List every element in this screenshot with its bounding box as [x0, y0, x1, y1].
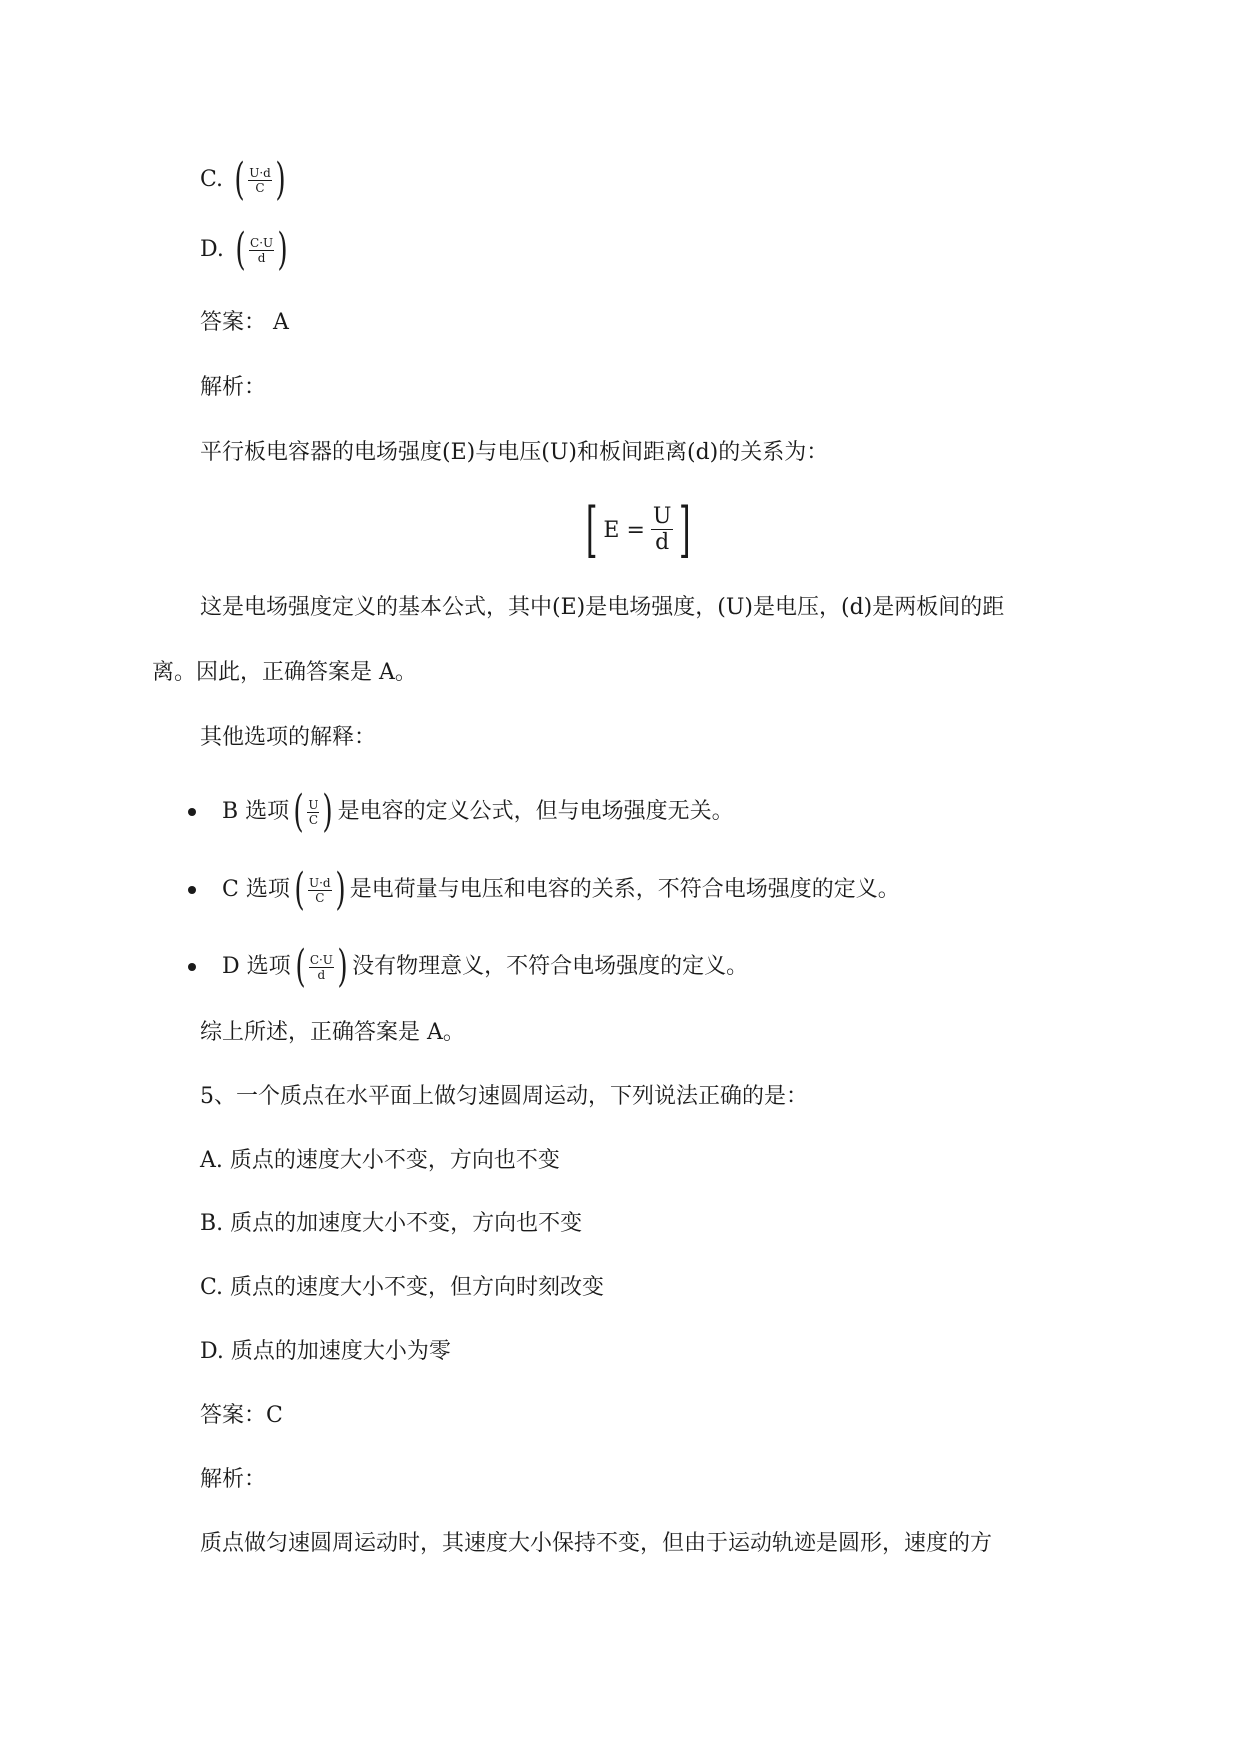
answer-line: 答案： A — [200, 310, 289, 335]
option-b: B. 质点的加速度大小不变，方向也不变 — [200, 1211, 583, 1236]
summary: 综上所述，正确答案是 A。 — [200, 1020, 465, 1045]
paragraph: 平行板电容器的电场强度(E)与电压(U)和板间距离(d)的关系为： — [200, 440, 829, 465]
fraction: ( $\frac{U\cdot d}{C}$ ) — [234, 154, 286, 205]
fraction: ( $\frac{C\cdot U}{d}$ ) — [235, 224, 288, 275]
option-c: C. ( $\frac{U\cdot d}{C}$ ) — [200, 158, 290, 202]
paragraph: 这是电场强度定义的基本公式，其中(E)是电场强度，(U)是电压，(d)是两板间的距 — [200, 595, 1005, 620]
paragraph: 质点做匀速圆周运动时，其速度大小保持不变，但由于运动轨迹是圆形，速度的方 — [200, 1531, 993, 1556]
other-heading: 其他选项的解释： — [200, 725, 377, 750]
question-5: 5、一个质点在水平面上做匀速圆周运动，下列说法正确的是： — [200, 1084, 808, 1109]
analysis-heading: 解析： — [200, 375, 267, 400]
option-d: D. ( $\frac{C\cdot U}{d}$ ) — [200, 228, 292, 272]
analysis-heading: 解析： — [200, 1467, 267, 1492]
answer-line: 答案：C — [200, 1403, 283, 1428]
bullet-icon — [188, 808, 196, 816]
option-c: C. 质点的速度大小不变，但方向时刻改变 — [200, 1275, 605, 1300]
bullet-icon — [188, 886, 196, 894]
option-d: D. 质点的加速度大小为零 — [200, 1339, 451, 1364]
bullet-icon — [188, 963, 196, 971]
list-item: C 选项 ( $\frac{U\cdot d}{C}$ ) 是电荷量与电压和电容的关系，不符合电场强度的定义。 — [222, 864, 900, 915]
paragraph-cont: 离。因此，正确答案是 A。 — [152, 660, 417, 685]
list-item: B 选项 ( $\frac{U}{C}$ ) 是电容的定义公式，但与电场强度无关。 — [222, 786, 734, 837]
option-a: A. 质点的速度大小不变，方向也不变 — [200, 1148, 560, 1173]
display-equation: [ E = $\frac{U}{d}$ ] — [585, 495, 692, 565]
list-item: D 选项 ( $\frac{C\cdot U}{d}$ ) 没有物理意义，不符合电场强度的定义。 — [222, 941, 749, 992]
